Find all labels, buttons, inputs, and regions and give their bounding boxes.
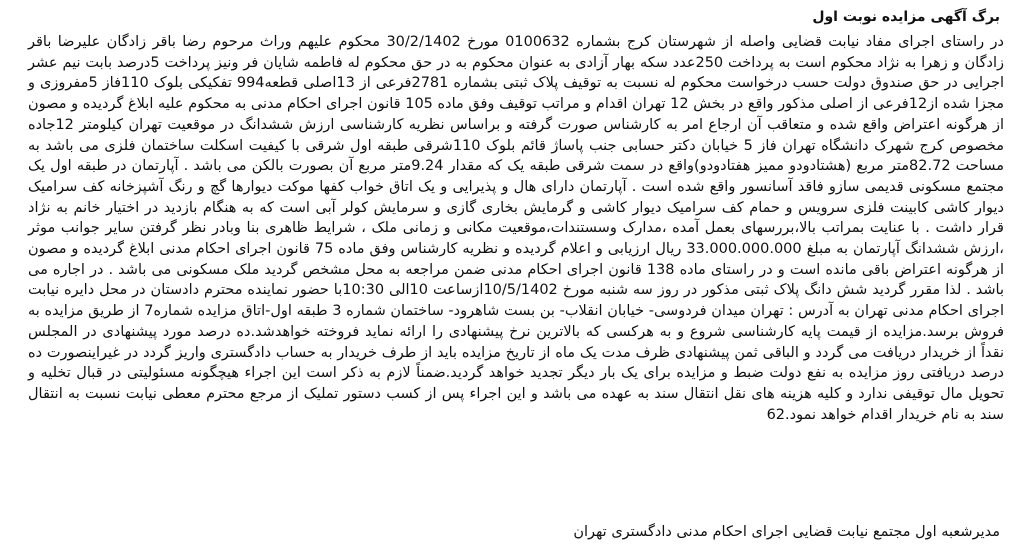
notice-signature: مدیرشعبه اول مجتمع نیابت قضایی اجرای احکام مدنی دادگستری تهران [573,524,1000,540]
auction-notice [28,8,1004,425]
notice-title: برگ آگهی مزایده نوبت اول [812,9,1000,25]
notice-body: در راستای اجرای مفاد نیابت قضایی واصله از شهرستان کرج بشماره 0100632 مورخ 30/2/1402 محکوم علیهم وراث مرحوم رضا باقر زادگان علیرضا باقر زادگان و زهرا به نژاد محکوم است به پرداخت 250عدد سکه بهار آزادی به عنوان محکوم به در حق محکوم له فاطمه شایان فر ونیز پرداخت 5درصد بابت نیم عشر اجرایی در حق صندوق دولت حسب درخواست محکوم له نسبت به توقیف پلاک ثبتی بشماره 2781فرعی از 13اصلی قطعه994 تفکیکی بلوک 110فاز 5مفروزی و مجزا شده از12فرعی از اصلی مذکور واقع در بخش 12 تهران اقدام و مراتب توقیف وفق ماده 105 قانون اجرای احکام مدنی به محکوم علیه ابلاغ گردیده و مصون از هرگونه اعتراض واقع شده و متعاقب آن ارجاع امر به کارشناس صورت گرفته و براساس نظریه کارشناسی ارزش ششدانگ در موقعیت تهران کیلومتر 12جاده مخصوص کرج شهرک دانشگاه تهران فاز 5 خیابان دکتر حسابی جنب پاساژ قائم بلوک 110شرقی طبقه اول شرقی با کیفیت اسکلت ساختمان فلزی می باشد به مساحت 82.72متر مربع (هشتادودو ممیز هفتادودو)واقع در سمت شرقی طبقه یک که مقدار 9.24متر مربع آن بصورت بالکن می باشد . آپارتمان در طبقه اول یک مجتمع مسکونی قدیمی سازو فاقد آسانسور واقع شده است . آپارتمان دارای هال و پذیرایی و یک اتاق خواب کفها موکت دیوارها گچ و رنگ آشپزخانه کف سرامیک دیوار کاشی کابینت فلزی سرویس و حمام کف سرامیک دیوار کاشی و گرمایش بخاری گازی و سرمایش کولر آبی است که به هنگام بازدید در اختیار خانم به نژاد قرار داشت . با عنایت بمراتب بالا،بررسهای بعمل آمده ،مدارک وسستندات،موقعیت مکانی و زمانی ملک ، شرایط ظاهری بنا وبادر نظر گرفتن سایر جوانب موثر ،ارزش ششدانگ آپارتمان به مبلغ 33.000.000.000 ریال ارزیابی و اعلام گردیده و نظریه کارشناس وفق ماده 75 قانون اجرای احکام مدنی ابلاغ گردیده و مصون از هرگونه اعتراض باقی مانده است و در راستای ماده 138 قانون اجرای احکام مدنی ضمن مراجعه به محل مشخص گردید ملک مسکونی می باشد . در اجاره می باشد . لذا مقرر گردید شش دانگ پلاک ثبتی مذکور در روز سه شنبه مورخ 10/5/1402ازساعت 10الی 10:30با حضور نماینده محترم دادستان در محل دایره نیابت اجرای احکام مدنی تهران به آدرس : تهران میدان فردوسی- خیابان انقلاب- بن بست شاهرود- ساختمان شماره 3 طبقه اول-اتاق مزایده شماره7 از طریق مزایده به فروش برسد.مزایده از قیمت پایه کارشناسی شروع و به هرکسی که بالاترین نرخ پیشنهادی را ارائه نماید فروخته خواهدشد.ده درصد مورد پیشنهادی در المجلس نقداً از خریدار دریافت می گردد و الباقی ثمن پیشنهادی ظرف مدت یک ماه از تاریخ مزایده باید از طرف خریدار به حساب دادگستری واریز گردد در غیراینصورت ده درصد دریافتی روز مزایده به نفع دولت ضبط و مزایده برای یک بار دیگر تجدید خواهد گردید.ضمناً لازم به ذکر است این اجراء هیچگونه مسئولیتی در قبال تخلیه و تحویل مال توقیفی ندارد و کلیه هزینه های نقل انتقال سند به عهده می باشد و این اجراء پس از کسب دستور تملیک از مرجع محترم معطی نیابت نسبت به انتقال سند به نام خریدار اقدام خواهد نمود.62 [28,34,1004,423]
